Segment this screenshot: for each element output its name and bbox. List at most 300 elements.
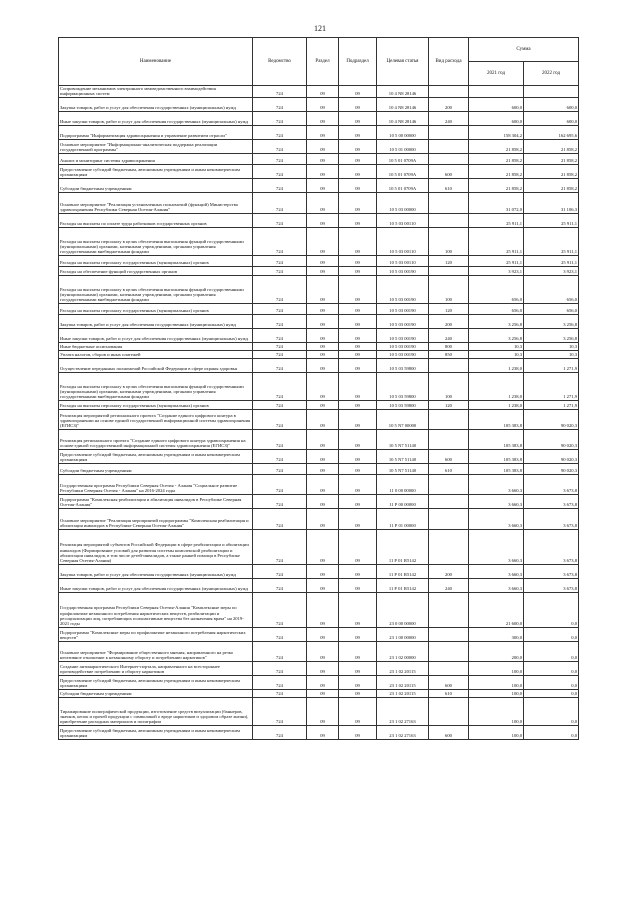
row-name: Иные закупки товаров, работ и услуг для обеспечения государственных (муниципальных) нужд bbox=[59, 111, 253, 125]
row-sum-2021: 1 238,0 bbox=[469, 400, 524, 409]
table-row bbox=[59, 474, 579, 494]
row-sum-2022: 0,0 bbox=[524, 725, 579, 739]
row-section: 09 bbox=[307, 213, 339, 227]
row-sum-2021: 3 660,3 bbox=[469, 474, 524, 494]
row-target: 10 5 03 00190 bbox=[377, 342, 429, 350]
row-expense-type: 120 bbox=[429, 400, 469, 409]
table-row bbox=[59, 529, 579, 564]
row-agency: 724 bbox=[253, 689, 307, 697]
row-sum-2021: 3 256,8 bbox=[469, 328, 524, 342]
table-row bbox=[59, 675, 579, 689]
row-sum-2021: 3 660,3 bbox=[469, 529, 524, 564]
table-row bbox=[59, 494, 579, 508]
row-sum-2021: 105 383,8 bbox=[469, 429, 524, 449]
row-name: Создание антинаркотического Интернет-портала, направленного на всестороннее противодействие потреблению и обороту наркотиков bbox=[59, 661, 253, 675]
row-agency: 724 bbox=[253, 139, 307, 153]
row-subsection: 09 bbox=[339, 675, 377, 689]
table-row bbox=[59, 689, 579, 697]
row-sum-2021: 25 911,1 bbox=[469, 213, 524, 227]
table-row bbox=[59, 725, 579, 739]
row-sum-2022: 0,0 bbox=[524, 661, 579, 675]
row-sum-2022: 21 858,2 bbox=[524, 139, 579, 153]
row-subsection: 09 bbox=[339, 372, 377, 400]
table-row bbox=[59, 661, 579, 675]
row-section: 09 bbox=[307, 429, 339, 449]
row-target: 10 5 03 59800 bbox=[377, 358, 429, 372]
row-agency: 724 bbox=[253, 164, 307, 178]
row-sum-2021: 100,0 bbox=[469, 689, 524, 697]
row-sum-2022: 3 673,8 bbox=[524, 564, 579, 578]
row-agency: 724 bbox=[253, 400, 307, 409]
row-expense-type: 200 bbox=[429, 97, 469, 111]
row-section: 09 bbox=[307, 153, 339, 164]
row-section: 09 bbox=[307, 689, 339, 697]
row-section: 09 bbox=[307, 192, 339, 213]
row-section: 09 bbox=[307, 227, 339, 255]
table-row bbox=[59, 139, 579, 153]
row-expense-type: 100 bbox=[429, 275, 469, 303]
row-sum-2022: 3 673,8 bbox=[524, 529, 579, 564]
row-section: 09 bbox=[307, 449, 339, 463]
row-section: 09 bbox=[307, 350, 339, 358]
row-subsection: 09 bbox=[339, 627, 377, 641]
row-agency: 724 bbox=[253, 97, 307, 111]
row-section: 09 bbox=[307, 529, 339, 564]
row-subsection: 09 bbox=[339, 139, 377, 153]
row-sum-2022: 600,0 bbox=[524, 111, 579, 125]
row-subsection: 09 bbox=[339, 178, 377, 192]
row-agency: 724 bbox=[253, 358, 307, 372]
row-sum-2021: 158 304,2 bbox=[469, 125, 524, 139]
row-subsection: 09 bbox=[339, 97, 377, 111]
row-sum-2022: 3 256,8 bbox=[524, 328, 579, 342]
row-subsection: 09 bbox=[339, 529, 377, 564]
row-agency: 724 bbox=[253, 508, 307, 529]
row-expense-type bbox=[429, 592, 469, 627]
table-row bbox=[59, 275, 579, 303]
row-section: 09 bbox=[307, 474, 339, 494]
row-sum-2022: 3 673,8 bbox=[524, 474, 579, 494]
table-row bbox=[59, 97, 579, 111]
row-target: 10 5 N7 51140 bbox=[377, 429, 429, 449]
header-subsection: Подраздел bbox=[339, 38, 377, 86]
row-sum-2021: 100,0 bbox=[469, 661, 524, 675]
row-name: Реализация мероприятий субъектов Российской Федерации в сфере реабилитации и абилитации инвалидов (Формирование условий для развития системы комплексной реабилитации и абилитации инвалидов, в том числе детей-инвалидов, а также ранней помощи в Республике Северная Осетия-Алания) bbox=[59, 529, 253, 564]
row-subsection: 09 bbox=[339, 400, 377, 409]
row-sum-2021: 105 383,8 bbox=[469, 463, 524, 474]
row-agency: 724 bbox=[253, 641, 307, 661]
row-expense-type bbox=[429, 213, 469, 227]
row-expense-type bbox=[429, 139, 469, 153]
row-section: 09 bbox=[307, 342, 339, 350]
table-row bbox=[59, 86, 579, 98]
row-section: 09 bbox=[307, 314, 339, 328]
row-name: Анализ и мониторинг системы здравоохранения bbox=[59, 153, 253, 164]
row-sum-2021: 21 858,2 bbox=[469, 178, 524, 192]
row-name: Субсидии бюджетным учреждениям bbox=[59, 178, 253, 192]
row-sum-2022: 0,0 bbox=[524, 675, 579, 689]
row-subsection: 09 bbox=[339, 358, 377, 372]
row-subsection: 09 bbox=[339, 641, 377, 661]
row-section: 09 bbox=[307, 494, 339, 508]
table-row bbox=[59, 627, 579, 641]
row-sum-2021: 21 858,2 bbox=[469, 153, 524, 164]
row-agency: 724 bbox=[253, 153, 307, 164]
row-sum-2022: 3 256,8 bbox=[524, 314, 579, 328]
row-subsection: 09 bbox=[339, 409, 377, 429]
row-agency: 724 bbox=[253, 463, 307, 474]
row-expense-type bbox=[429, 192, 469, 213]
row-target: 10 5 03 00190 bbox=[377, 328, 429, 342]
row-expense-type: 240 bbox=[429, 328, 469, 342]
header-expense-type: Вид расхода bbox=[429, 38, 469, 86]
row-section: 09 bbox=[307, 463, 339, 474]
row-target: 10 4 N8 28146 bbox=[377, 97, 429, 111]
row-name: Основное мероприятие "Реализация установленных полномочий (функций) Министерства здравоохранения Республики Северная Осетия-Алания" bbox=[59, 192, 253, 213]
page-number: 121 bbox=[314, 24, 326, 33]
row-agency: 724 bbox=[253, 303, 307, 314]
row-sum-2021: 25 911,1 bbox=[469, 255, 524, 266]
row-target: 10 5 03 00190 bbox=[377, 350, 429, 358]
table-row bbox=[59, 641, 579, 661]
row-agency: 724 bbox=[253, 275, 307, 303]
row-subsection: 09 bbox=[339, 592, 377, 627]
row-target: 10 5 01 0709А bbox=[377, 178, 429, 192]
row-expense-type bbox=[429, 627, 469, 641]
row-section: 09 bbox=[307, 255, 339, 266]
header-year-2021: 2021 год bbox=[469, 62, 524, 86]
row-sum-2022: 10,3 bbox=[524, 350, 579, 358]
table-header bbox=[59, 38, 579, 86]
row-sum-2021: 10,3 bbox=[469, 350, 524, 358]
row-name: Государственная программа Республики Северная Осетия-Алания "Комплексные меры по профилактике незаконного потребления наркотических веществ, реабилитации и ресоциализации лиц, потребляющих психоактивные вещества без назначения врача" на 2019-2021 годы bbox=[59, 592, 253, 627]
row-target: 10 5 01 00000 bbox=[377, 139, 429, 153]
row-name: Иные закупки товаров, работ и услуг для обеспечения государственных (муниципальных) нужд bbox=[59, 578, 253, 592]
row-name: Субсидии бюджетным учреждениям bbox=[59, 463, 253, 474]
row-sum-2022: 90 020,3 bbox=[524, 429, 579, 449]
row-sum-2022: 90 020,3 bbox=[524, 449, 579, 463]
row-subsection: 09 bbox=[339, 125, 377, 139]
row-agency: 724 bbox=[253, 314, 307, 328]
table-row bbox=[59, 508, 579, 529]
row-sum-2021: 100,0 bbox=[469, 697, 524, 725]
row-name: Расходы на выплаты персоналу государственных (муниципальных) органов bbox=[59, 255, 253, 266]
row-agency: 724 bbox=[253, 255, 307, 266]
table-row bbox=[59, 350, 579, 358]
row-target: 11 Р 01 R5142 bbox=[377, 529, 429, 564]
row-name: Иные закупки товаров, работ и услуг для обеспечения государственных (муниципальных) нужд bbox=[59, 328, 253, 342]
row-section: 09 bbox=[307, 275, 339, 303]
row-name: Осуществление переданных полномочий Российской Федерации в сфере охраны здоровья bbox=[59, 358, 253, 372]
row-sum-2022: 3 673,8 bbox=[524, 578, 579, 592]
row-name: Расходы на выплаты персоналу государственных (муниципальных) органов bbox=[59, 303, 253, 314]
row-expense-type bbox=[429, 641, 469, 661]
row-subsection: 09 bbox=[339, 86, 377, 98]
table-row bbox=[59, 164, 579, 178]
row-target: 10 5 01 0709А bbox=[377, 153, 429, 164]
table-row bbox=[59, 192, 579, 213]
table-row bbox=[59, 578, 579, 592]
row-expense-type: 600 bbox=[429, 164, 469, 178]
row-section: 09 bbox=[307, 564, 339, 578]
row-sum-2021: 3 660,3 bbox=[469, 508, 524, 529]
row-target: 11 Р 01 R5142 bbox=[377, 578, 429, 592]
row-sum-2021: 105 383,8 bbox=[469, 409, 524, 429]
row-sum-2022: 25 911,1 bbox=[524, 213, 579, 227]
row-expense-type bbox=[429, 125, 469, 139]
row-subsection: 09 bbox=[339, 578, 377, 592]
table-row bbox=[59, 372, 579, 400]
row-expense-type bbox=[429, 494, 469, 508]
row-sum-2021: 100,0 bbox=[469, 675, 524, 689]
row-name: Расходы на выплаты по оплате труда работников государственных органов bbox=[59, 213, 253, 227]
row-expense-type bbox=[429, 697, 469, 725]
row-sum-2022: 21 858,2 bbox=[524, 164, 579, 178]
table-row bbox=[59, 564, 579, 578]
row-agency: 724 bbox=[253, 328, 307, 342]
row-subsection: 09 bbox=[339, 449, 377, 463]
row-section: 09 bbox=[307, 627, 339, 641]
row-name: Уплата налогов, сборов и иных платежей bbox=[59, 350, 253, 358]
row-sum-2021: 3 923,1 bbox=[469, 266, 524, 275]
row-subsection: 09 bbox=[339, 463, 377, 474]
row-subsection: 09 bbox=[339, 266, 377, 275]
row-sum-2021: 600,0 bbox=[469, 97, 524, 111]
row-sum-2021: 600,0 bbox=[469, 111, 524, 125]
row-sum-2022: 21 858,2 bbox=[524, 178, 579, 192]
row-name: Подпрограмма "Комплексные меры по профилактике незаконного потребления наркотических веществ" bbox=[59, 627, 253, 641]
row-name: Предоставление субсидий бюджетным, автономным учреждениям и иным некоммерческим организациям bbox=[59, 164, 253, 178]
row-expense-type: 240 bbox=[429, 578, 469, 592]
row-expense-type: 200 bbox=[429, 314, 469, 328]
row-sum-2022 bbox=[524, 86, 579, 98]
row-sum-2022: 90 020,3 bbox=[524, 409, 579, 429]
row-name: Расходы на выплаты персоналу в целях обеспечения выполнения функций государственными (муниципальными) органами, казенными учреждениями, органами управления государственными внебюджетными фондами bbox=[59, 227, 253, 255]
header-agency: Ведомство bbox=[253, 38, 307, 86]
row-target: 23 1 00 00000 bbox=[377, 627, 429, 641]
row-subsection: 09 bbox=[339, 725, 377, 739]
row-section: 09 bbox=[307, 400, 339, 409]
row-sum-2021: 3 256,8 bbox=[469, 314, 524, 328]
row-name: Предоставление субсидий бюджетным, автономным учреждениям и иным некоммерческим организациям bbox=[59, 675, 253, 689]
row-sum-2021: 1 238,0 bbox=[469, 358, 524, 372]
row-target: 11 Р 01 R5142 bbox=[377, 564, 429, 578]
row-agency: 724 bbox=[253, 409, 307, 429]
row-sum-2022: 1 271,9 bbox=[524, 358, 579, 372]
row-sum-2022: 25 911,1 bbox=[524, 255, 579, 266]
row-sum-2021: 3 660,3 bbox=[469, 564, 524, 578]
table-row bbox=[59, 213, 579, 227]
row-name: Подпрограмма "Информатизация здравоохранения и управление развитием отрасли" bbox=[59, 125, 253, 139]
row-section: 09 bbox=[307, 725, 339, 739]
table-row bbox=[59, 153, 579, 164]
table-row bbox=[59, 328, 579, 342]
table-row bbox=[59, 303, 579, 314]
row-expense-type bbox=[429, 153, 469, 164]
row-target: 10 5 N7 51140 bbox=[377, 463, 429, 474]
row-target: 23 1 02 20115 bbox=[377, 675, 429, 689]
row-expense-type: 600 bbox=[429, 725, 469, 739]
row-sum-2022: 1 271,9 bbox=[524, 372, 579, 400]
row-agency: 724 bbox=[253, 350, 307, 358]
row-sum-2021: 21 858,2 bbox=[469, 164, 524, 178]
row-agency: 724 bbox=[253, 372, 307, 400]
row-agency: 724 bbox=[253, 474, 307, 494]
row-agency: 724 bbox=[253, 266, 307, 275]
table-row bbox=[59, 178, 579, 192]
row-agency: 724 bbox=[253, 725, 307, 739]
row-agency: 724 bbox=[253, 697, 307, 725]
row-name: Закупка товаров, работ и услуг для обеспечения государственных (муниципальных) нужд bbox=[59, 564, 253, 578]
row-sum-2021: 10,3 bbox=[469, 342, 524, 350]
row-target: 11 Р 00 00000 bbox=[377, 494, 429, 508]
table-row bbox=[59, 449, 579, 463]
row-target: 10 5 03 00000 bbox=[377, 192, 429, 213]
table-row bbox=[59, 125, 579, 139]
row-expense-type: 800 bbox=[429, 342, 469, 350]
row-name: Сопровождение механизмов электронного межведомственного взаимодействия информационных систем bbox=[59, 86, 253, 98]
row-section: 09 bbox=[307, 328, 339, 342]
row-subsection: 09 bbox=[339, 314, 377, 328]
row-subsection: 09 bbox=[339, 661, 377, 675]
row-target: 10 5 N7 00000 bbox=[377, 409, 429, 429]
row-expense-type bbox=[429, 358, 469, 372]
row-agency: 724 bbox=[253, 661, 307, 675]
row-agency: 724 bbox=[253, 213, 307, 227]
row-agency: 724 bbox=[253, 564, 307, 578]
table-row bbox=[59, 227, 579, 255]
row-section: 09 bbox=[307, 164, 339, 178]
row-expense-type: 600 bbox=[429, 675, 469, 689]
row-agency: 724 bbox=[253, 494, 307, 508]
row-agency: 724 bbox=[253, 627, 307, 641]
row-section: 09 bbox=[307, 266, 339, 275]
table-row bbox=[59, 429, 579, 449]
row-sum-2022: 25 911,1 bbox=[524, 227, 579, 255]
row-name: Расходы на выплаты персоналу в целях обеспечения выполнения функций государственными (муниципальными) органами, казенными учреждениями, органами управления государственными внебюджетными фондами bbox=[59, 275, 253, 303]
row-sum-2021: 3 660,3 bbox=[469, 494, 524, 508]
row-section: 09 bbox=[307, 139, 339, 153]
row-expense-type: 610 bbox=[429, 463, 469, 474]
budget-table bbox=[58, 37, 579, 740]
row-section: 09 bbox=[307, 111, 339, 125]
row-name: Реализация мероприятий регионального проекта "Создание единого цифрового контура в здравоохранении на основе единой государственной информационной системы здравоохранения (ЕГИСЗ)" bbox=[59, 409, 253, 429]
row-agency: 724 bbox=[253, 86, 307, 98]
row-subsection: 09 bbox=[339, 564, 377, 578]
row-target: 23 1 02 20115 bbox=[377, 661, 429, 675]
row-section: 09 bbox=[307, 641, 339, 661]
row-sum-2021: 21 858,2 bbox=[469, 139, 524, 153]
row-name: Закупка товаров, работ и услуг для обеспечения государственных (муниципальных) нужд bbox=[59, 97, 253, 111]
row-target: 10 5 03 00110 bbox=[377, 227, 429, 255]
row-expense-type bbox=[429, 474, 469, 494]
row-sum-2022: 1 271,9 bbox=[524, 400, 579, 409]
row-subsection: 09 bbox=[339, 227, 377, 255]
row-sum-2021: 31 072,0 bbox=[469, 192, 524, 213]
row-section: 09 bbox=[307, 675, 339, 689]
table-row bbox=[59, 358, 579, 372]
row-sum-2021: 100,0 bbox=[469, 725, 524, 739]
table-row bbox=[59, 697, 579, 725]
row-agency: 724 bbox=[253, 429, 307, 449]
row-subsection: 09 bbox=[339, 303, 377, 314]
row-expense-type: 100 bbox=[429, 372, 469, 400]
row-section: 09 bbox=[307, 697, 339, 725]
row-target: 10 5 03 00190 bbox=[377, 314, 429, 328]
row-subsection: 09 bbox=[339, 697, 377, 725]
row-agency: 724 bbox=[253, 578, 307, 592]
header-target: Целевая статья bbox=[377, 38, 429, 86]
table-row bbox=[59, 111, 579, 125]
row-sum-2022: 3 923,1 bbox=[524, 266, 579, 275]
table-row bbox=[59, 255, 579, 266]
header-year-2022: 2022 год bbox=[524, 62, 579, 86]
row-name: Реализация регионального проекта "Создание единого цифрового контура здравоохранения на основе единой государственной информационной системы здравоохранения (ЕГИСЗ)" bbox=[59, 429, 253, 449]
row-sum-2022: 0,0 bbox=[524, 641, 579, 661]
row-sum-2021 bbox=[469, 86, 524, 98]
row-agency: 724 bbox=[253, 227, 307, 255]
row-section: 09 bbox=[307, 358, 339, 372]
row-subsection: 09 bbox=[339, 342, 377, 350]
row-target: 10 5 00 00000 bbox=[377, 125, 429, 139]
row-section: 09 bbox=[307, 661, 339, 675]
row-subsection: 09 bbox=[339, 429, 377, 449]
row-target: 10 5 01 0709А bbox=[377, 164, 429, 178]
row-name: Предоставление субсидий бюджетным, автономным учреждениям и иным некоммерческим организациям bbox=[59, 725, 253, 739]
row-subsection: 09 bbox=[339, 350, 377, 358]
row-name: Основное мероприятие "Формирование общественного мнения, направленного на резко негативное отношение к незаконному обороту и потреблению наркотиков" bbox=[59, 641, 253, 661]
row-sum-2021: 300,0 bbox=[469, 627, 524, 641]
table-row bbox=[59, 266, 579, 275]
row-target: 23 1 02 20115 bbox=[377, 689, 429, 697]
row-section: 09 bbox=[307, 97, 339, 111]
row-sum-2022: 656,0 bbox=[524, 275, 579, 303]
row-subsection: 09 bbox=[339, 508, 377, 529]
row-section: 09 bbox=[307, 508, 339, 529]
table-row bbox=[59, 314, 579, 328]
row-subsection: 09 bbox=[339, 213, 377, 227]
row-name: Тиражирование полиграфической продукции, изготовление средств визуализации (баннеров, значков, кепок и прочей продукции с символикой о вреде наркотиков и здоровом образе жизни), приобретение расходных материалов и полиграфии bbox=[59, 697, 253, 725]
table-body bbox=[59, 86, 579, 740]
row-agency: 724 bbox=[253, 675, 307, 689]
table-row bbox=[59, 409, 579, 429]
row-agency: 724 bbox=[253, 111, 307, 125]
row-section: 09 bbox=[307, 578, 339, 592]
row-sum-2021: 105 383,8 bbox=[469, 449, 524, 463]
row-expense-type: 610 bbox=[429, 178, 469, 192]
row-name: Подпрограмма "Комплексная реабилитация и абилитация инвалидов в Республике Северная Осетия-Алания" bbox=[59, 494, 253, 508]
row-sum-2022: 0,0 bbox=[524, 689, 579, 697]
row-sum-2022: 3 673,8 bbox=[524, 494, 579, 508]
table-row bbox=[59, 342, 579, 350]
row-subsection: 09 bbox=[339, 111, 377, 125]
row-subsection: 09 bbox=[339, 192, 377, 213]
row-target: 23 1 02 27163 bbox=[377, 725, 429, 739]
row-subsection: 09 bbox=[339, 328, 377, 342]
row-name: Государственная программа Республики Северная Осетия - Алания "Социальное развитие Республики Северная Осетия - Алания" на 2016-2024 годы bbox=[59, 474, 253, 494]
row-target: 23 0 00 00000 bbox=[377, 592, 429, 627]
row-sum-2022: 90 020,3 bbox=[524, 463, 579, 474]
row-expense-type: 850 bbox=[429, 350, 469, 358]
table-row bbox=[59, 400, 579, 409]
row-expense-type: 610 bbox=[429, 689, 469, 697]
row-sum-2021: 656,0 bbox=[469, 275, 524, 303]
row-expense-type: 120 bbox=[429, 303, 469, 314]
row-target: 10 5 03 00190 bbox=[377, 266, 429, 275]
row-expense-type bbox=[429, 529, 469, 564]
row-sum-2022: 10,3 bbox=[524, 342, 579, 350]
row-expense-type bbox=[429, 508, 469, 529]
